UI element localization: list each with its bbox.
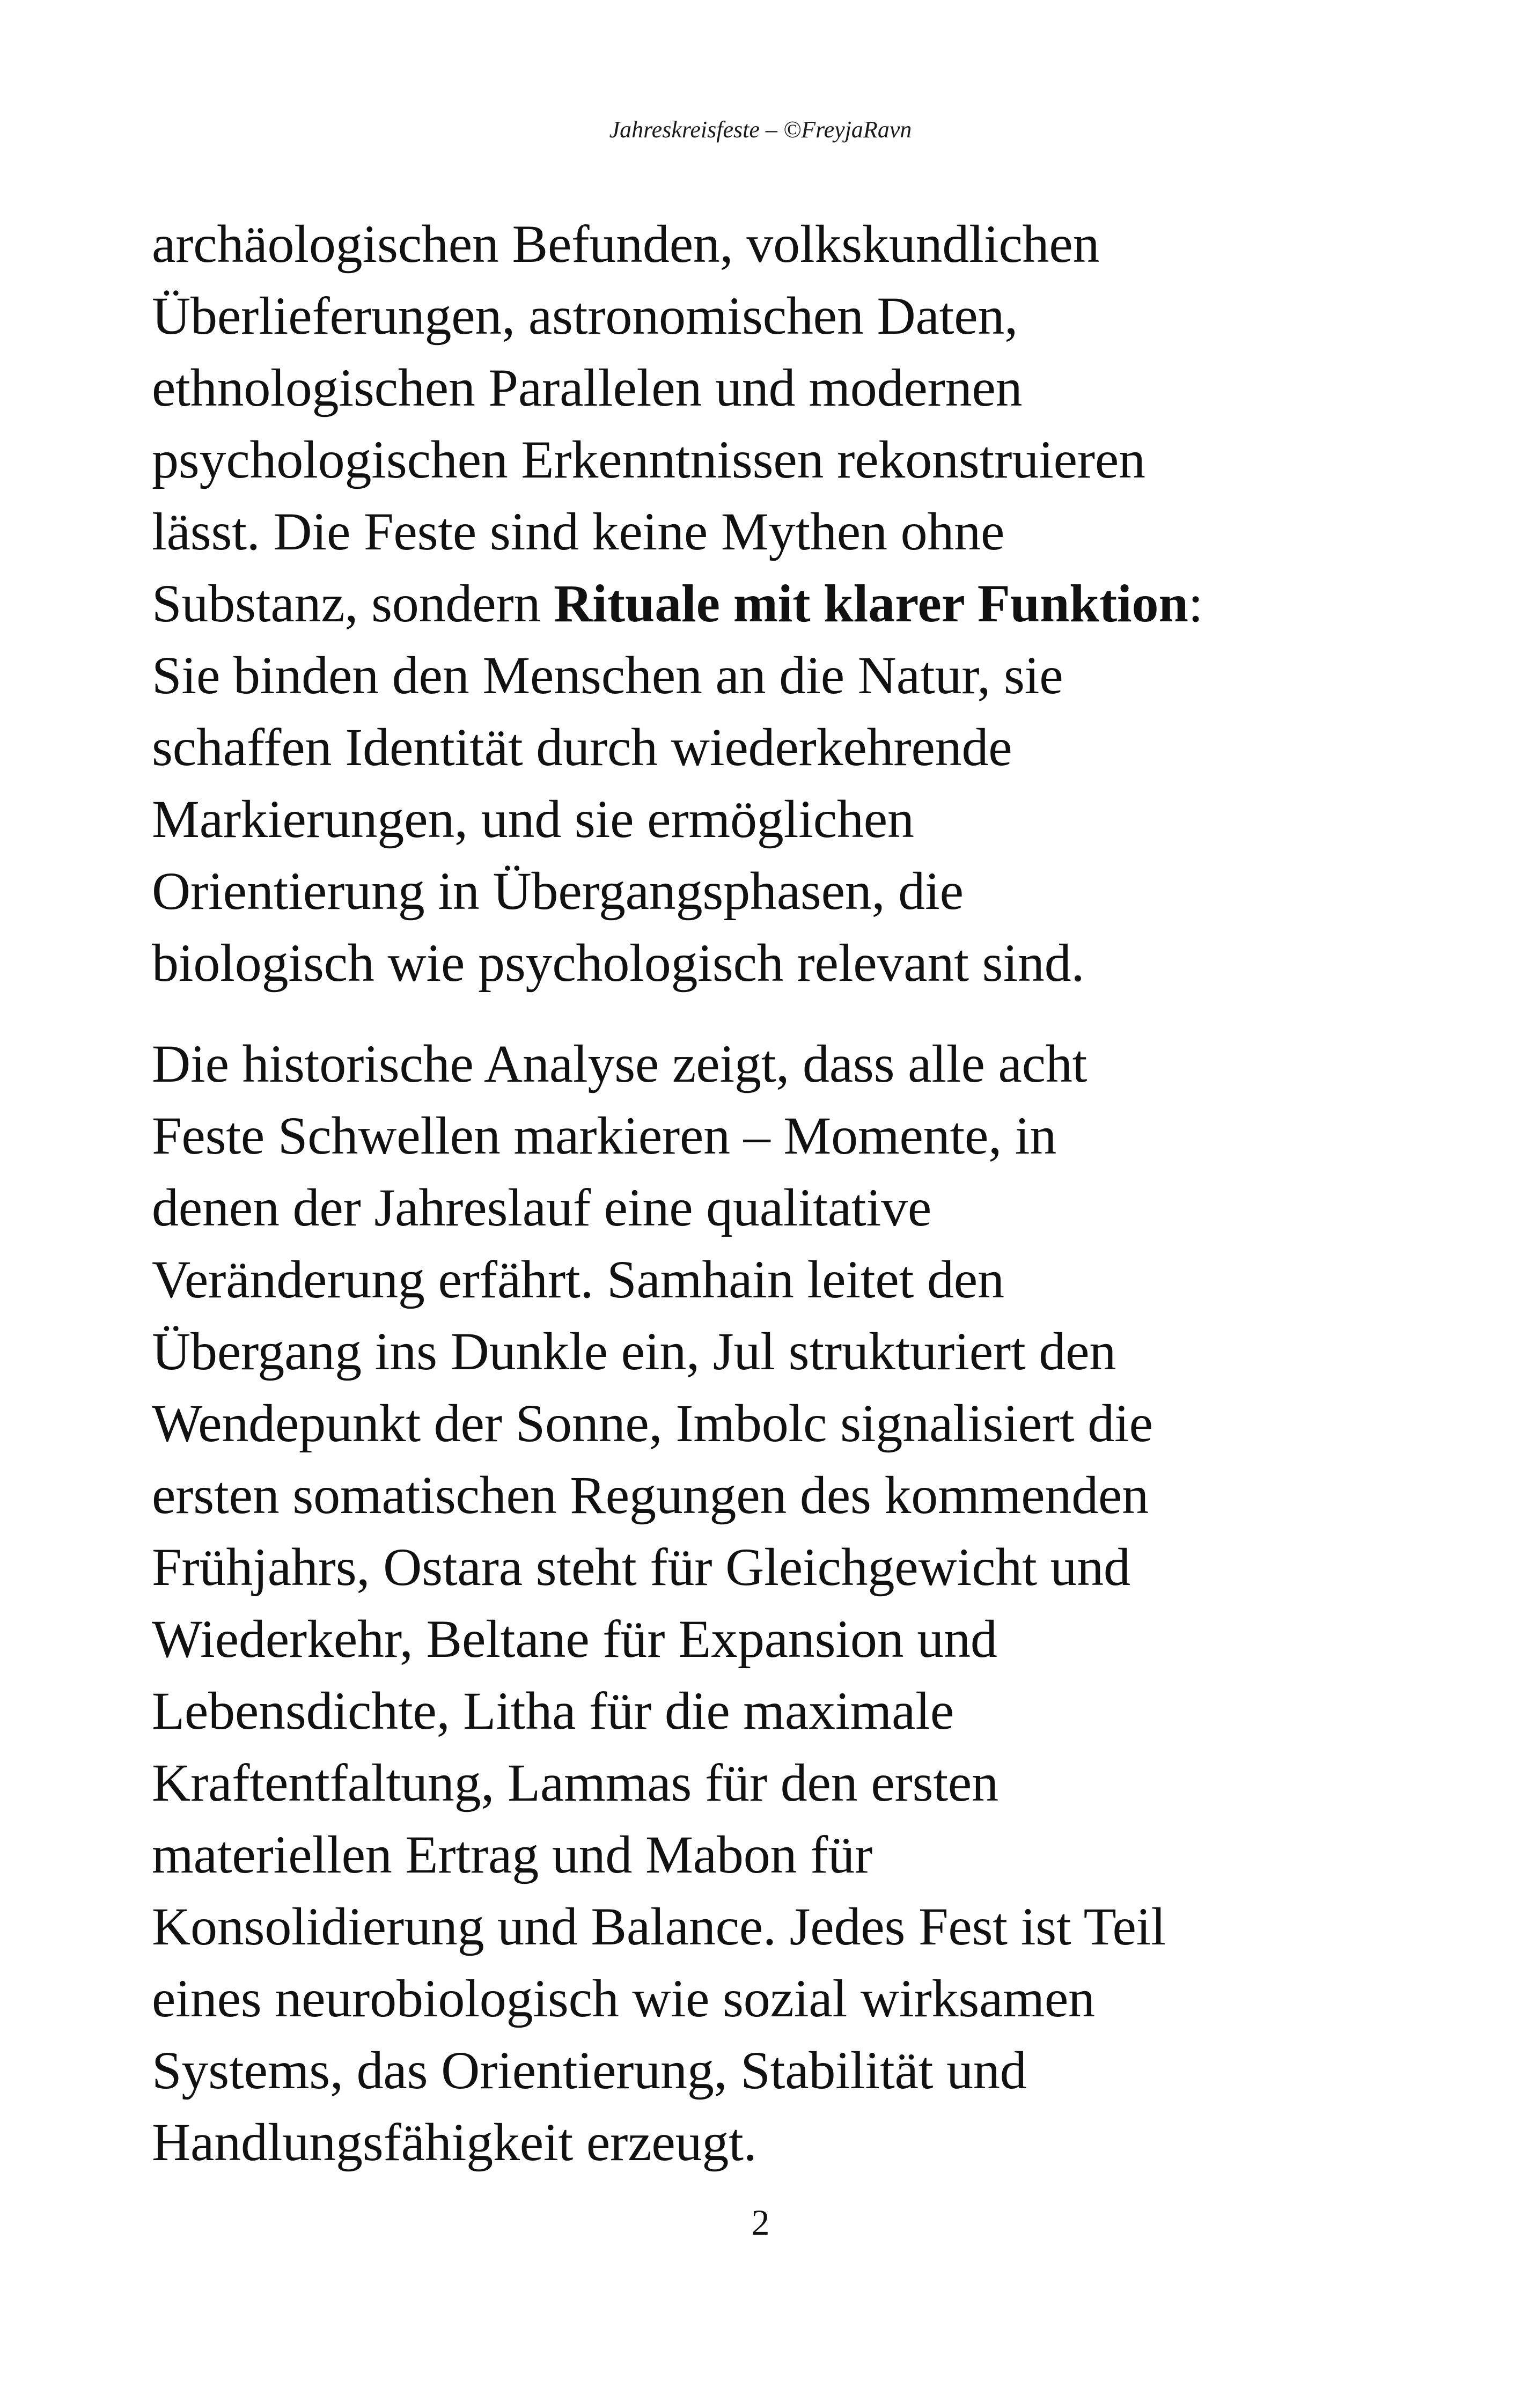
body-text (152, 208, 1386, 2178)
text-segment: : (1188, 574, 1203, 633)
text-line-with-emphasis (152, 568, 1386, 640)
text-line: Markierungen, und sie ermöglichen (152, 789, 914, 849)
text-segment: Substanz, sondern (152, 574, 554, 633)
bold-emphasis: Rituale mit klarer Funktion (554, 574, 1188, 633)
text-line: schaffen Identität durch wiederkehrende (152, 717, 1012, 777)
text-line: materiellen Ertrag und Mabon für (152, 1825, 873, 1884)
text-line: lässt. Die Feste sind keine Mythen ohne (152, 502, 1005, 561)
text-line: Sie binden den Menschen an die Natur, sie (152, 645, 1063, 705)
text-line: Wendepunkt der Sonne, Imbolc signalisiert die (152, 1393, 1153, 1453)
text-line: Lebensdichte, Litha für die maximale (152, 1681, 954, 1741)
text-line: denen der Jahreslauf eine qualitative (152, 1178, 932, 1237)
text-line: Orientierung in Übergangsphasen, die (152, 861, 964, 921)
text-line: Überlieferungen, astronomischen Daten, (152, 286, 1018, 346)
text-line: Handlungsfähigkeit erzeugt. (152, 2112, 757, 2172)
paragraph-spacer (152, 999, 1386, 1028)
text-line: psychologischen Erkenntnissen rekonstruieren (152, 430, 1145, 489)
text-line: Übergang ins Dunkle ein, Jul strukturiert den (152, 1322, 1116, 1381)
page-number: 2 (751, 2202, 770, 2243)
paragraph-1 (152, 208, 1386, 999)
text-line: Wiederkehr, Beltane für Expansion und (152, 1609, 997, 1669)
text-line: Die historische Analyse zeigt, dass alle acht (152, 1034, 1088, 1093)
text-line: Veränderung erfährt. Samhain leitet den (152, 1250, 1004, 1309)
text-line: Kraftentfaltung, Lammas für den ersten (152, 1753, 998, 1812)
text-line: ethnologischen Parallelen und modernen (152, 358, 1023, 417)
running-header: Jahreskreisfeste – ©FreyjaRavn (609, 116, 912, 143)
paragraph-2 (152, 1028, 1386, 2178)
text-line: eines neurobiologisch wie sozial wirksamen (152, 1969, 1095, 2028)
text-line: ersten somatischen Regungen des kommenden (152, 1465, 1149, 1525)
text-line: Frühjahrs, Ostara steht für Gleichgewicht und (152, 1537, 1130, 1597)
text-line: Feste Schwellen markieren – Momente, in (152, 1106, 1057, 1165)
text-line: Systems, das Orientierung, Stabilität und (152, 2040, 1027, 2100)
text-line: Konsolidierung und Balance. Jedes Fest ist Teil (152, 1897, 1166, 1956)
text-line: archäologischen Befunden, volkskundlichen (152, 214, 1100, 274)
text-line: biologisch wie psychologisch relevant sind. (152, 933, 1085, 993)
